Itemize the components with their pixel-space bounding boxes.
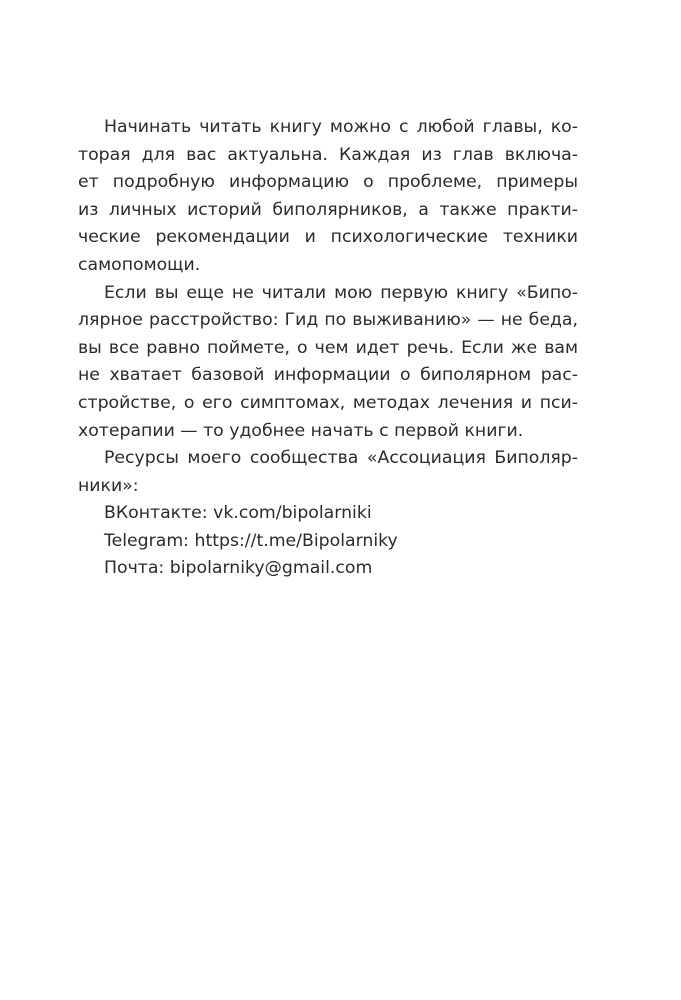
text-line: стройстве, о его симптомах, методах лечения и пси- xyxy=(78,392,578,413)
resources-section xyxy=(78,445,578,583)
resources-heading: Ресурсы моего сообщества «Ассоциация Биполяр- xyxy=(104,448,578,468)
text-line: ческие рекомендации и психологические техники xyxy=(78,227,578,248)
text-line: торая для вас актуальна. Каждая из глав включа- xyxy=(78,144,578,165)
vk-link[interactable]: ВКонтакте: vk.com/bipolarniki xyxy=(104,503,372,524)
text-line: Начинать читать книгу можно с любой главы, ко- xyxy=(104,117,578,137)
text-line: из личных историй биполярников, а также практи- xyxy=(78,199,578,220)
intro-text xyxy=(78,114,578,445)
text-line: лярное расстройство: Гид по выживанию» — не беда, xyxy=(78,310,578,331)
text-line: не хватает базовой информации о биполярном рас- xyxy=(78,365,578,386)
text-line: самопомощи. xyxy=(78,254,201,275)
text-line: Если вы еще не читали мою первую книгу «Бипо- xyxy=(104,282,578,303)
text-line: вы все равно поймете, о чем идет речь. Если же вам xyxy=(78,337,578,358)
text-line: ет подробную информацию о проблеме, примеры xyxy=(78,172,578,193)
telegram-link[interactable]: Telegram: https://t.me/Bipolarniky xyxy=(104,530,398,551)
email-link[interactable]: Почта: bipolarniky@gmail.com xyxy=(104,558,373,579)
text-line: хотерапии — то удобнее начать с первой книги. xyxy=(78,420,524,441)
resources-heading: ники»: xyxy=(78,475,139,496)
